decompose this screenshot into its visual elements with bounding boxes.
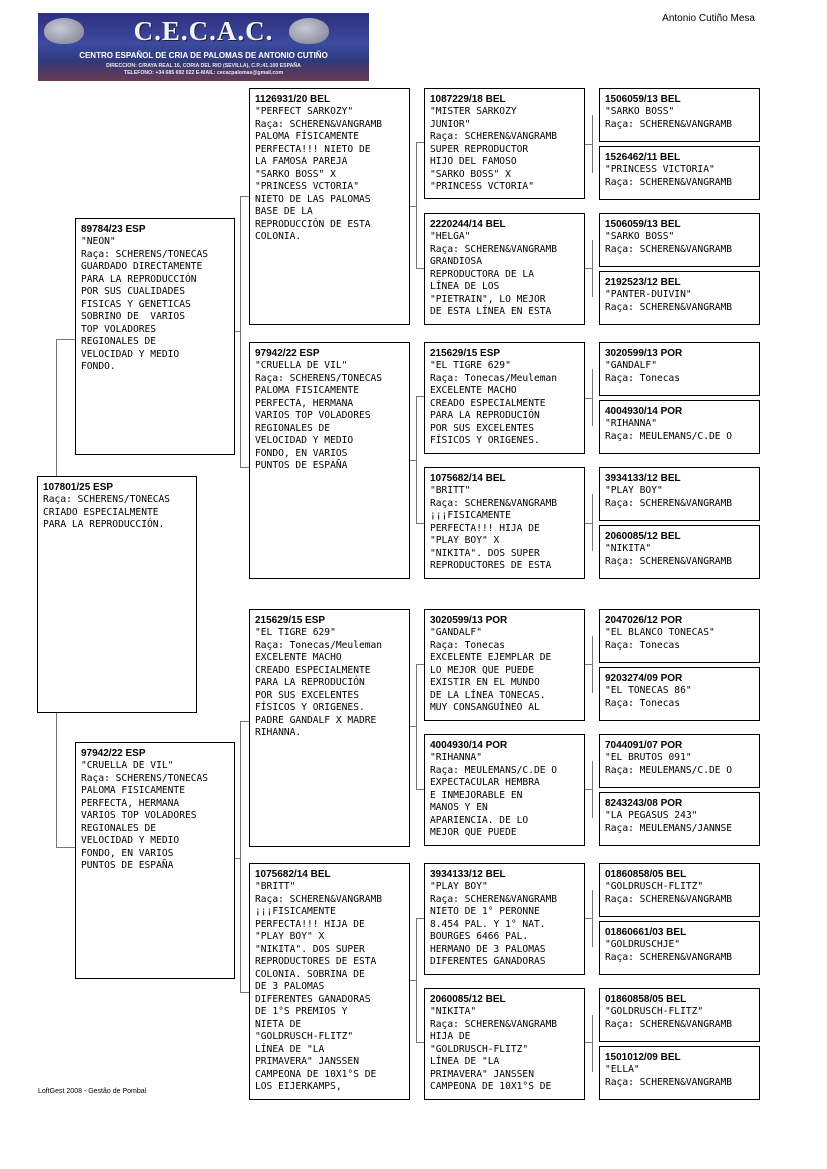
connector-line: [410, 460, 417, 461]
dam-card: [75, 742, 235, 979]
g4-ancestor-card: [599, 400, 760, 454]
connector-line: [240, 721, 249, 722]
bird-details: "LA PEGASUS 243" Raça: MEULEMANS/JANNSE: [605, 810, 733, 834]
ring-number: 1506059/13 BEL: [605, 219, 681, 230]
connector-line: [416, 664, 424, 665]
connector-line: [585, 664, 593, 665]
great-grandparent-card: [424, 988, 585, 1100]
ring-number: 3934133/12 BEL: [605, 473, 681, 484]
owner-name: Antonio Cutiño Mesa: [662, 13, 755, 24]
sire-dam-card: [249, 342, 410, 579]
great-grandparent-card: [424, 342, 585, 454]
bird-details: "RIHANNA" Raça: MEULEMANS/C.DE O EXPECTACULAR HEMBRA E INMEJORABLE EN MANOS Y EN APARIENCIA. DE LO MEJOR QUE PUEDE: [430, 752, 558, 838]
connector-line: [416, 523, 424, 524]
logo-address-block: [38, 63, 369, 77]
ring-number: 1126931/20 BEL: [255, 94, 331, 105]
bird-details: "NEON" Raça: SCHERENS/TONECAS GUARDADO DIRECTAMENTE PARA LA REPRODUCCIÓN POR SUS CUALIDADES FISICAS Y GENETICAS SOBRINO DE VARIOS TOP VOLADORES REGIONALES DE VELOCIDAD Y MEDIO FONDO.: [81, 236, 209, 372]
bird-details: "EL BRUTOS 091" Raça: MEULEMANS/C.DE O: [605, 752, 733, 776]
software-footer: LoftGest 2008 - Gestão de Pombal: [38, 1088, 147, 1095]
great-grandparent-card: [424, 863, 585, 975]
ring-number: 2047026/12 POR: [605, 615, 683, 626]
g4-ancestor-card: [599, 988, 760, 1042]
connector-line: [56, 339, 75, 340]
ring-number: 7044091/07 POR: [605, 740, 683, 751]
bird-details: Raça: SCHERENS/TONECAS CRIADO ESPECIALMENTE PARA LA REPRODUCCIÓN.: [43, 494, 171, 530]
connector-line: [56, 339, 57, 476]
connector-line: [416, 268, 424, 269]
bird-details: "GOLDRUSCH-FLITZ" Raça: SCHEREN&VANGRAMB: [605, 1006, 733, 1030]
ring-number: 215629/15 ESP: [430, 348, 501, 359]
bird-details: "PRINCESS VICTORIA" Raça: SCHEREN&VANGRAMB: [605, 164, 733, 188]
bird-details: "GANDALF" Raça: Tonecas: [605, 360, 681, 384]
bird-details: "GOLDRUSCH-FLITZ" Raça: SCHEREN&VANGRAMB: [605, 881, 733, 905]
connector-line: [410, 980, 417, 981]
ring-number: 3020599/13 POR: [605, 348, 683, 359]
great-grandparent-card: [424, 734, 585, 846]
dam-sire-card: [249, 609, 410, 847]
g4-ancestor-card: [599, 667, 760, 721]
g4-ancestor-card: [599, 271, 760, 325]
ring-number: 97942/22 ESP: [81, 748, 146, 759]
ring-number: 1087229/18 BEL: [430, 94, 506, 105]
logo-title: C.E.C.A.C.: [133, 16, 274, 46]
ring-number: 1526462/11 BEL: [605, 152, 681, 163]
connector-line: [410, 206, 417, 207]
ring-number: 2060085/12 BEL: [430, 994, 506, 1005]
g4-ancestor-card: [599, 863, 760, 917]
connector-line: [416, 142, 417, 268]
connector-line: [585, 398, 593, 399]
bird-details: "PANTER-DUIVIN" Raça: SCHEREN&VANGRAMB: [605, 289, 733, 313]
ring-number: 2192523/12 BEL: [605, 277, 681, 288]
ring-number: 97942/22 ESP: [255, 348, 320, 359]
bird-details: "NIKITA" Raça: SCHEREN&VANGRAMB: [605, 543, 733, 567]
connector-line: [585, 268, 593, 269]
connector-line: [240, 721, 241, 992]
connector-line: [235, 331, 241, 332]
ring-number: 3020599/13 POR: [430, 615, 508, 626]
bird-details: "EL BLANCO TONECAS" Raça: Tonecas: [605, 627, 715, 651]
connector-line: [235, 858, 241, 859]
connector-line: [585, 789, 593, 790]
bird-details: "EL TIGRE 629" Raça: Tonecas/Meuleman EXCELENTE MACHO CREADO ESPECIALMENTE PARA LA REPRODUCIÓN POR SUS EXCELENTES FÍSICOS Y ORIGENES. PADRE GANDALF X MADRE RIHANNA.: [255, 627, 383, 738]
great-grandparent-card: [424, 467, 585, 579]
ring-number: 215629/15 ESP: [255, 615, 326, 626]
ring-number: 1506059/13 BEL: [605, 94, 681, 105]
connector-line: [416, 142, 424, 143]
bird-details: "HELGA" Raça: SCHEREN&VANGRAMB GRANDIOSA REPRODUCTORA DE LA LÍNEA DE LOS "PIETRAIN", LO MEJOR DE ESTA LÍNEA EN ESTA: [430, 231, 558, 317]
bird-details: "CRUELLA DE VIL" Raça: SCHERENS/TONECAS PALOMA FISICAMENTE PERFECTA, HERMANA VARIOS TOP VOLADORES REGIONALES DE VELOCIDAD Y MEDIO FONDO, EN VARIOS PUNTOS DE ESPAÑA: [81, 760, 209, 871]
logo-subtitle: CENTRO ESPAÑOL DE CRIA DE PALOMAS DE ANTONIO CUTIÑO: [79, 51, 328, 60]
bird-details: "BRITT" Raça: SCHEREN&VANGRAMB ¡¡¡FISICAMENTE PERFECTA!!! HIJA DE "PLAY BOY" X "NIKITA". DOS SUPER REPRODUCTORES DE ESTA COLONIA. SOBRINA DE DE 3 PALOMAS DIFERENTES GANADORAS DE 1°S PREMIOS Y NIETA DE "GOLDRUSCH-FLITZ" LÍNEA DE "LA PRIMAVERA" JANSSEN CAMPEONA DE 10X1°S DE LOS EIJERKAMPS,: [255, 881, 383, 1092]
ring-number: 01860661/03 BEL: [605, 927, 687, 938]
great-grandparent-card: [424, 213, 585, 325]
connector-line: [56, 847, 75, 848]
ring-number: 107801/25 ESP: [43, 482, 114, 493]
connector-line: [585, 1042, 593, 1043]
connector-line: [240, 467, 249, 468]
connector-line: [416, 918, 424, 919]
ring-number: 01860858/05 BEL: [605, 994, 687, 1005]
connector-line: [416, 1042, 424, 1043]
bird-details: "SARKO BOSS" Raça: SCHEREN&VANGRAMB: [605, 231, 733, 255]
ring-number: 01860858/05 BEL: [605, 869, 687, 880]
great-grandparent-card: [424, 88, 585, 199]
bird-details: "PERFECT SARKOZY" Raça: SCHEREN&VANGRAMB PALOMA FÍSICAMENTE PERFECTA!!! NIETO DE LA FAMOSA PAREJA "SARKO BOSS" X "PRINCESS VCTORIA" NIETO DE LAS PALOMAS BASE DE LA REPRODUCCIÓN DE ESTA COLONIA.: [255, 106, 383, 242]
g4-ancestor-card: [599, 146, 760, 200]
g4-ancestor-card: [599, 609, 760, 663]
ring-number: 4004930/14 POR: [430, 740, 508, 751]
ring-number: 89784/23 ESP: [81, 224, 146, 235]
bird-details: "RIHANNA" Raça: MEULEMANS/C.DE O: [605, 418, 733, 442]
ring-number: 1075682/14 BEL: [430, 473, 506, 484]
bird-details: "GOLDRUSCHJE" Raça: SCHEREN&VANGRAMB: [605, 939, 733, 963]
ring-number: 1501012/09 BEL: [605, 1052, 681, 1063]
ring-number: 3934133/12 BEL: [430, 869, 506, 880]
ring-number: 2060085/12 BEL: [605, 531, 681, 542]
ring-number: 1075682/14 BEL: [255, 869, 331, 880]
g4-ancestor-card: [599, 525, 760, 579]
g4-ancestor-card: [599, 213, 760, 267]
ring-number: 2220244/14 BEL: [430, 219, 506, 230]
subject-bird-card: [37, 476, 197, 713]
sire-sire-card: [249, 88, 410, 325]
bird-details: "BRITT" Raça: SCHEREN&VANGRAMB ¡¡¡FISICAMENTE PERFECTA!!! HIJA DE "PLAY BOY" X "NIKITA". DOS SUPER REPRODUCTORES DE ESTA: [430, 485, 558, 571]
g4-ancestor-card: [599, 88, 760, 142]
connector-line: [416, 396, 424, 397]
connector-line: [585, 144, 593, 145]
connector-line: [416, 789, 424, 790]
connector-line: [585, 918, 593, 919]
connector-line: [410, 726, 417, 727]
ring-number: 8243243/08 POR: [605, 798, 683, 809]
club-logo: [38, 13, 369, 81]
great-grandparent-card: [424, 609, 585, 721]
bird-details: "PLAY BOY" Raça: SCHEREN&VANGRAMB NIETO DE 1° PERONNE 8.454 PAL. Y 1° NAT. BOURGES 6466 PAL. HERMANO DE 3 PALOMAS DIFERENTES GANADORAS: [430, 881, 558, 967]
bird-details: "ELLA" Raça: SCHEREN&VANGRAMB: [605, 1064, 733, 1088]
bird-details: "EL TIGRE 629" Raça: Tonecas/Meuleman EXCELENTE MACHO CREADO ESPECIALMENTE PARA LA REPRODUCIÓN POR SUS EXCELENTES FÍSICOS Y ORIGENES.: [430, 360, 558, 446]
sire-card: [75, 218, 235, 455]
connector-line: [240, 196, 249, 197]
logo-address: DIRECCION: C/RAYA REAL 16, CORIA DEL RIO (SEVILLA), C.P.:41.100 ESPAÑA: [106, 63, 301, 69]
bird-details: "NIKITA" Raça: SCHEREN&VANGRAMB HIJA DE "GOLDRUSCH-FLITZ" LÍNEA DE "LA PRIMAVERA" JANSSEN CAMPEONA DE 10X1°S DE: [430, 1006, 558, 1092]
connector-line: [240, 992, 249, 993]
bird-details: "EL TONECAS 86" Raça: Tonecas: [605, 685, 692, 709]
g4-ancestor-card: [599, 467, 760, 521]
connector-line: [56, 712, 57, 847]
g4-ancestor-card: [599, 921, 760, 975]
g4-ancestor-card: [599, 1046, 760, 1100]
bird-details: "PLAY BOY" Raça: SCHEREN&VANGRAMB: [605, 485, 733, 509]
connector-line: [585, 523, 593, 524]
g4-ancestor-card: [599, 342, 760, 396]
g4-ancestor-card: [599, 792, 760, 846]
bird-details: "MISTER SARKOZY JUNIOR" Raça: SCHEREN&VANGRAMB SUPER REPRODUCTOR HIJO DEL FAMOSO "SARKO BOSS" X "PRINCESS VCTORIA": [430, 106, 558, 192]
ring-number: 4004930/14 POR: [605, 406, 683, 417]
g4-ancestor-card: [599, 734, 760, 788]
dam-dam-card: [249, 863, 410, 1100]
connector-line: [592, 1015, 593, 1072]
logo-contact: TELEFONO: +34 685 692 022 E-MAIL: cecacpalomas@gmail.com: [123, 70, 284, 76]
ring-number: 9203274/09 POR: [605, 673, 683, 684]
bird-details: "GANDALF" Raça: Tonecas EXCELENTE EJEMPLAR DE LO MEJOR QUE PUEDE EXISTIR EN EL MUNDO DE LA LÍNEA TONECAS. MUY CONSANGUÍNEO AL: [430, 627, 552, 713]
bird-details: "CRUELLA DE VIL" Raça: SCHERENS/TONECAS PALOMA FISICAMENTE PERFECTA, HERMANA VARIOS TOP VOLADORES REGIONALES DE VELOCIDAD Y MEDIO FONDO, EN VARIOS PUNTOS DE ESPAÑA: [255, 360, 383, 471]
bird-details: "SARKO BOSS" Raça: SCHEREN&VANGRAMB: [605, 106, 733, 130]
